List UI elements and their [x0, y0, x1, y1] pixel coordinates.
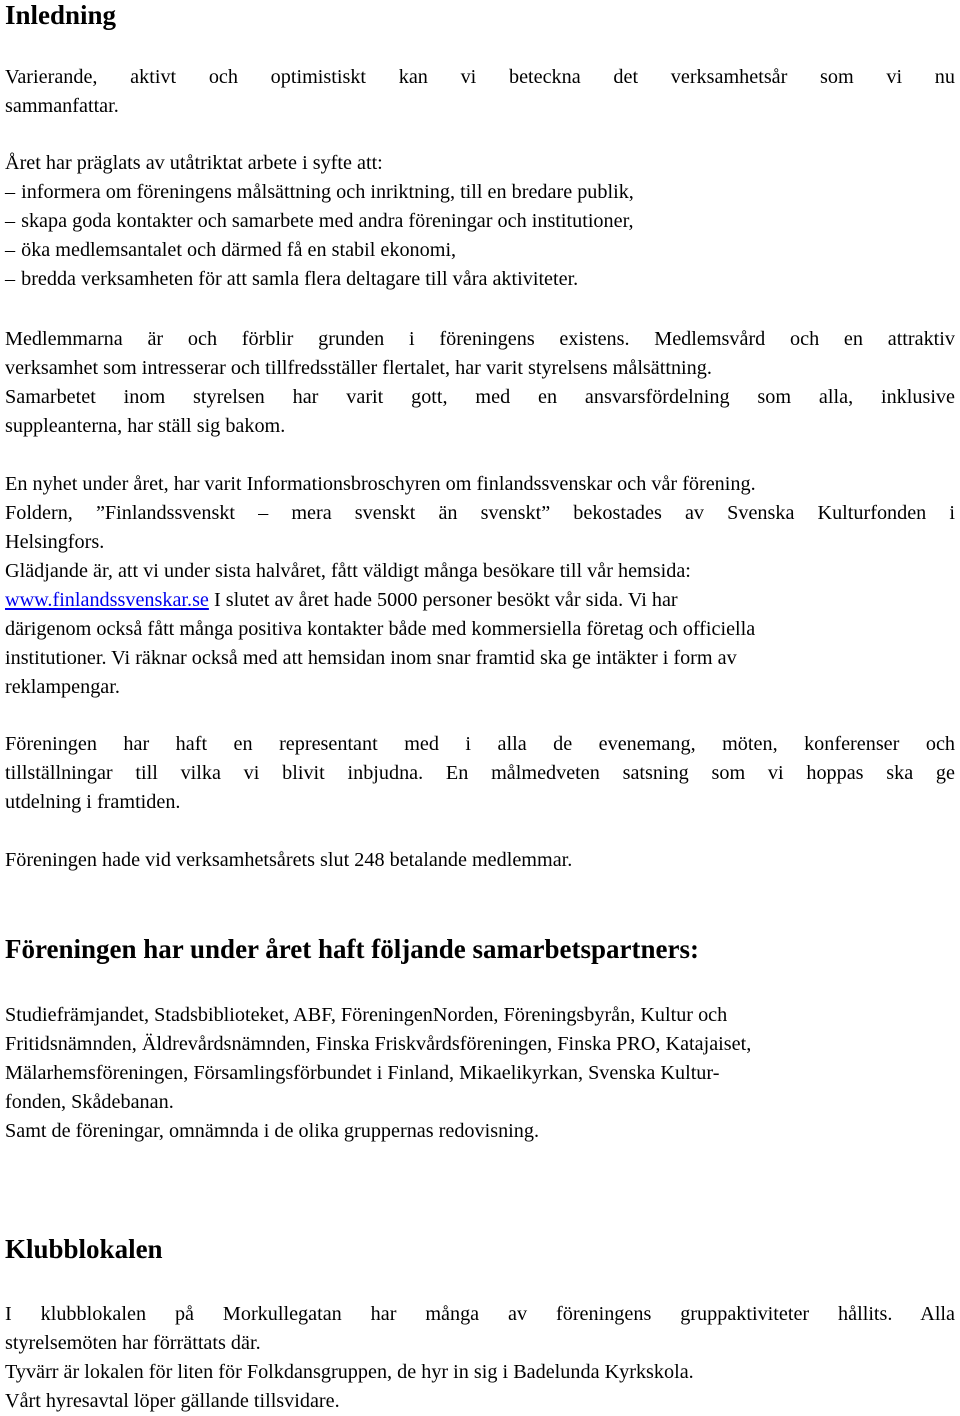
- news-paragraph: En nyhet under året, har varit Informationsbroschyren om finlandssvenskar och vår förening. Foldern, ”Finlandssvenskt – mera svenskt än svenskt” bekostades av Svenska Kulturfonden i Helsingfors. Glädjande är, att vi under sista halvåret, fått väldigt många besökare till vår hemsida: www.finlandssvenskar.se I slutet av året hade 5000 personer besökt vår sida. Vi har därigenom också fått många positiva kontakter både med kommersiella företag och officiella institutioner. Vi räknar också med att hemsidan inom snar framtid ska ge intäkter i form av reklampengar.: [5, 473, 955, 698]
- goals-list-item: – öka medlemsantalet och därmed få en stabil ekonomi,: [5, 239, 457, 261]
- dash-bullet: –: [5, 239, 16, 261]
- dash-bullet: –: [5, 268, 16, 290]
- goals-list-item: – informera om föreningens målsättning och inriktning, till en bredare publik,: [5, 181, 634, 203]
- goals-list-item: – skapa goda kontakter och samarbete med andra föreningar och institutioner,: [5, 210, 634, 232]
- intro-line: sammanfattar.: [5, 95, 119, 117]
- website-link[interactable]: www.finlandssvenskar.se: [5, 589, 209, 611]
- heading-klubblokalen: Klubblokalen: [5, 1234, 163, 1264]
- representation-paragraph: Föreningen har haft en representant med i alla de evenemang, möten, konferenser och tillställningar till vilka vi blivit inbjudna. En målmedveten satsning som vi hoppas ska ge utdelning i framtiden.: [5, 733, 955, 813]
- dash-bullet: –: [5, 181, 16, 203]
- goals-list-item: – bredda verksamheten för att samla flera deltagare till våra aktiviteter.: [5, 268, 579, 290]
- goals-lead: Året har präglats av utåtriktat arbete i syfte att:: [5, 152, 383, 174]
- intro-paragraph: [5, 63, 955, 121]
- members-paragraph: Medlemmarna är och förblir grunden i föreningens existens. Medlemsvård och en attraktiv verksamhet som intresserar och tillfredsställer flertalet, har varit styrelsens målsättning. Samarbetet inom styrelsen har varit gott, med en ansvarsfördelning som alla, inklusive suppleanterna, har ställ sig bakom.: [5, 328, 955, 437]
- club-paragraph: I klubblokalen på Morkullegatan har många av föreningens gruppaktiviteter hållits. Alla styrelsemöten har förrättats där. Tyvärr är lokalen för liten för Folkdansgruppen, de hyr in sig i Badelunda Kyrkskola. Vårt hyresavtal löper gällande tillsvidare.: [5, 1303, 955, 1412]
- membercount-paragraph: Föreningen hade vid verksamhetsårets slut 248 betalande medlemmar.: [5, 849, 573, 871]
- heading-samarbetspartners: Föreningen har under året haft följande samarbetspartners:: [5, 934, 699, 964]
- goals-paragraph: [5, 149, 955, 294]
- partners-paragraph: Studiefrämjandet, Stadsbiblioteket, ABF, FöreningenNorden, Föreningsbyrån, Kultur och Fritidsnämnden, Äldrevårdsnämnden, Finska Friskvårdsföreningen, Finska PRO, Katajaiset, Mälarhemsföreningen, Församlingsförbundet i Finland, Mikaelikyrkan, Svenska Kultur- fonden, Skådebanan. Samt de föreningar, omnämnda i de olika gruppernas redovisning.: [5, 1004, 752, 1142]
- intro-line: Varierande, aktivt och optimistiskt kan vi beteckna det verksamhetsår som vi nu: [5, 66, 955, 88]
- dash-bullet: –: [5, 210, 16, 232]
- heading-inledning: Inledning: [5, 0, 117, 30]
